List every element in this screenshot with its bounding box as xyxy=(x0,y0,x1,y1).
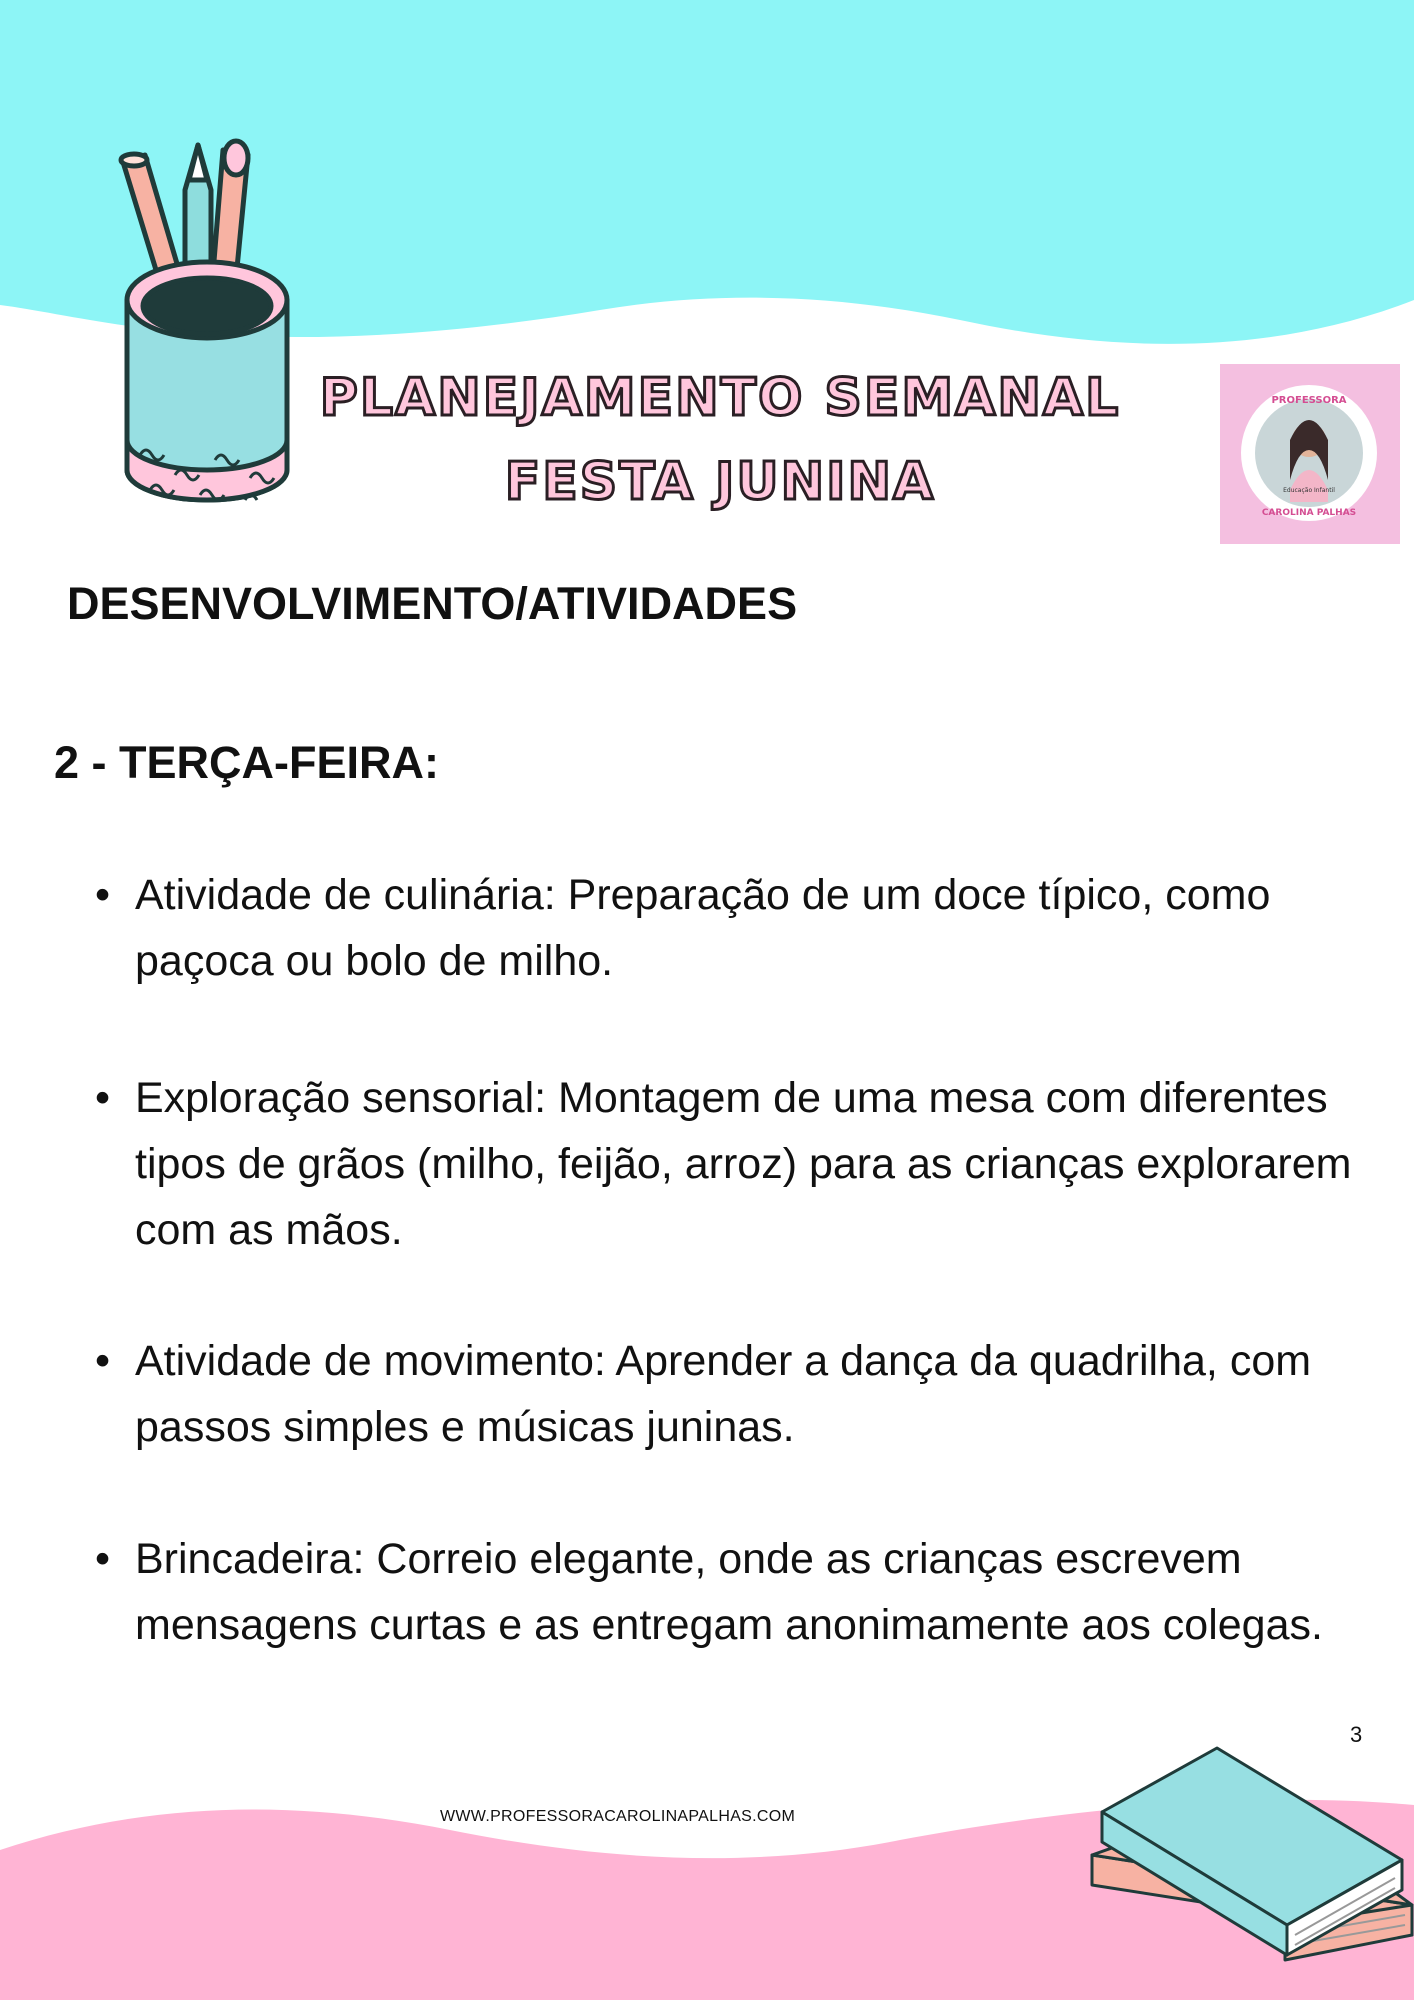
logo-top-text: PROFESSORA xyxy=(1271,395,1347,406)
day-heading: 2 - TERÇA-FEIRA: xyxy=(54,737,439,788)
bullet-icon: • xyxy=(95,1337,111,1385)
activity-text: Atividade de movimento: Aprender a dança da quadrilha, com passos simples e músicas juninas. xyxy=(135,1337,1312,1451)
activity-text: Exploração sensorial: Montagem de uma mesa com diferentes tipos de grãos (milho, feijão, arroz) para as crianças explorarem com as mãos. xyxy=(135,1074,1352,1254)
page-title-line1: PLANEJAMENTO SEMANAL xyxy=(319,368,1121,428)
logo-bottom-text: CAROLINA PALHAS xyxy=(1261,508,1357,518)
section-heading: DESENVOLVIMENTO/ATIVIDADES xyxy=(67,578,798,629)
bullet-icon: • xyxy=(95,871,111,919)
bullet-icon: • xyxy=(95,1535,111,1583)
page-title-line2: FESTA JUNINA xyxy=(504,452,936,512)
footer-url[interactable]: WWW.PROFESSORACAROLINAPALHAS.COM xyxy=(440,1808,796,1825)
activity-text: Brincadeira: Correio elegante, onde as crianças escrevem mensagens curtas e as entregam anonimamente aos colegas. xyxy=(135,1535,1323,1649)
bullet-icon: • xyxy=(95,1074,111,1122)
logo-badge-text: Educação Infantil xyxy=(1283,487,1335,494)
activity-text: Atividade de culinária: Preparação de um doce típico, como paçoca ou bolo de milho. xyxy=(135,871,1271,985)
page-number: 3 xyxy=(1350,1722,1363,1747)
